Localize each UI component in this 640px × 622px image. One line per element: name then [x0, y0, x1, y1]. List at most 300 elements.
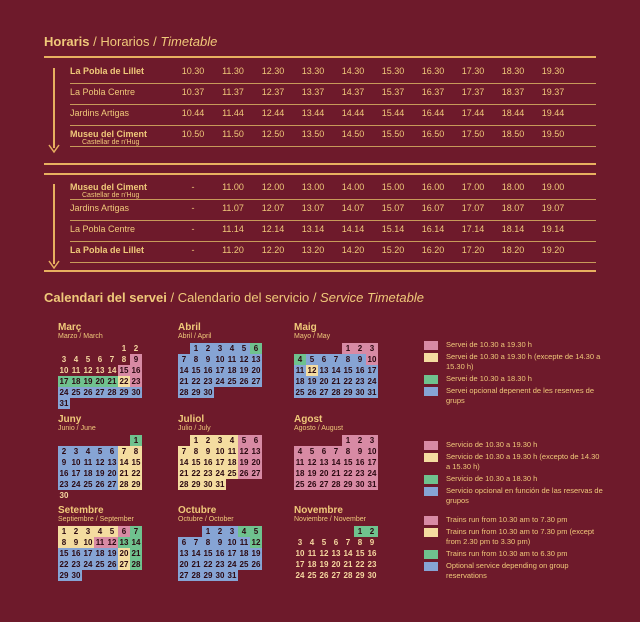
- calendar-day: 26: [95, 480, 105, 489]
- calendar-day: 27: [319, 388, 329, 397]
- departure-time: 14.07: [341, 203, 365, 213]
- calendar-day: 23: [59, 480, 69, 489]
- calendar-day: 6: [178, 537, 190, 548]
- month-name: Octubre: [178, 505, 217, 516]
- calendar-day: 27: [251, 469, 261, 478]
- calendar-heading-en: Service Timetable: [320, 290, 424, 305]
- calendar-day: 10: [215, 447, 225, 456]
- calendar-day: 14: [179, 366, 189, 375]
- departure-time: 13.14: [301, 224, 325, 234]
- station-name: La Pobla de Lillet: [70, 245, 145, 255]
- calendar-day: 27: [251, 377, 261, 386]
- calendar-day: 25: [83, 480, 93, 489]
- legend-item: [424, 386, 604, 406]
- calendar-day: 23: [71, 560, 81, 569]
- calendar-day: 11: [227, 447, 237, 456]
- calendar-month: [178, 414, 262, 490]
- calendar-day: 26: [251, 560, 261, 569]
- legend-item: [424, 440, 604, 450]
- calendar-day: 1: [342, 343, 354, 354]
- calendar-day: 8: [342, 354, 354, 365]
- legend-text: Servei opcional depenent de les reserves de grups: [446, 386, 595, 405]
- station-name: La Pobla Centre: [70, 87, 136, 97]
- calendar-day: 18: [83, 469, 93, 478]
- calendar-day: 21: [179, 469, 189, 478]
- rule-top: [44, 56, 596, 58]
- calendar-day: 22: [343, 469, 353, 478]
- calendar-day: 17: [367, 366, 377, 375]
- calendar-day: 15: [355, 549, 365, 558]
- departure-time: 18.30: [501, 66, 525, 76]
- calendar-day: 19: [319, 560, 329, 569]
- calendar-day: 17: [59, 377, 69, 386]
- calendar-day: 17: [83, 549, 93, 558]
- departure-time: 11.50: [222, 129, 244, 139]
- calendar-day: 5: [306, 354, 318, 365]
- month-subtitle: Mayo / May: [294, 333, 331, 340]
- calendar-day: 30: [59, 491, 69, 500]
- calendar-day: 24: [295, 571, 305, 580]
- calendar-day: 25: [295, 480, 305, 489]
- departure-time: 18.44: [501, 108, 525, 118]
- departure-time: 18.37: [501, 87, 525, 97]
- calendar-day: 12: [319, 549, 329, 558]
- departure-time: 13.37: [301, 87, 325, 97]
- calendar-day: 20: [179, 560, 189, 569]
- calendar-month: [58, 322, 142, 409]
- calendar-day: 22: [131, 469, 141, 478]
- calendar-day: 15: [119, 366, 129, 375]
- calendar-day: 12: [239, 447, 249, 456]
- calendar-day: 8: [58, 537, 70, 548]
- departure-time: 11.00: [222, 182, 244, 192]
- rule-bottom: [44, 270, 596, 272]
- departure-time: 12.37: [261, 87, 285, 97]
- calendar-heading-ca: Calendari del servei: [44, 290, 167, 305]
- legend-swatch: [424, 550, 438, 559]
- departure-time: 10.50: [181, 129, 205, 139]
- calendar-day: 5: [306, 446, 318, 457]
- calendar-day: 22: [355, 560, 365, 569]
- departure-time: 18.00: [501, 182, 525, 192]
- calendar-day: 2: [70, 526, 82, 537]
- calendar-day: 18: [295, 469, 305, 478]
- calendar-day: 24: [83, 560, 93, 569]
- departure-time: 19.44: [541, 108, 565, 118]
- station-sub: Castellar de n'Hug: [82, 139, 140, 146]
- departure-time: 17.20: [461, 245, 485, 255]
- legend-item: [424, 452, 604, 472]
- timetable-row: [70, 62, 596, 84]
- timetable-row: [70, 178, 596, 200]
- calendar-day: 7: [178, 446, 190, 457]
- calendar-day: 6: [250, 343, 262, 354]
- calendar-day: 1: [58, 526, 70, 537]
- departure-time: 19.37: [541, 87, 565, 97]
- legend-group: [424, 340, 604, 408]
- calendar-day: 29: [191, 480, 201, 489]
- calendar-day: 14: [179, 458, 189, 467]
- departure-time: 12.30: [261, 66, 285, 76]
- calendar-day: 11: [83, 458, 93, 467]
- calendar-day: 5: [106, 526, 118, 537]
- calendar-day: 10: [59, 366, 69, 375]
- legend-item: [424, 340, 604, 350]
- calendar-day: 7: [178, 354, 190, 365]
- calendar-day: 14: [331, 458, 341, 467]
- legend-text: Servei de 10.30 a 18.30 h: [446, 374, 532, 383]
- calendar-day: 12: [307, 458, 317, 467]
- departure-time: 19.14: [541, 224, 565, 234]
- timetable-row: [70, 125, 596, 147]
- calendar-day: 13: [251, 355, 261, 364]
- calendar-day: 6: [97, 355, 103, 364]
- calendar-day: 13: [95, 366, 105, 375]
- calendar-day: 28: [331, 480, 341, 489]
- calendar-day: 4: [82, 446, 94, 457]
- calendar-day: 3: [297, 538, 303, 547]
- calendar-day: 9: [354, 354, 366, 365]
- calendar-day: 20: [119, 549, 129, 558]
- departure-time: 16.44: [421, 108, 445, 118]
- calendar-day: 18: [71, 377, 81, 386]
- legend-item: [424, 515, 604, 525]
- calendar-day: 14: [343, 549, 353, 558]
- calendar-day: 18: [227, 458, 237, 467]
- station-name: Museu del Ciment: [70, 129, 148, 139]
- calendar-day: 21: [179, 377, 189, 386]
- calendar-day: 25: [307, 571, 317, 580]
- legend-item: [424, 527, 604, 547]
- calendar-day: 19: [307, 377, 317, 386]
- calendar-day: 11: [295, 366, 305, 375]
- calendar-day: 5: [321, 538, 327, 547]
- legend-swatch: [424, 475, 438, 484]
- calendar-day: 13: [251, 447, 261, 456]
- departure-time: 19.00: [541, 182, 565, 192]
- calendar-day: 12: [307, 366, 317, 375]
- calendar-day: 1: [342, 435, 354, 446]
- calendar-day: 29: [355, 571, 365, 580]
- legend-swatch: [424, 453, 438, 462]
- calendar-day: 2: [354, 343, 366, 354]
- calendar-day: 4: [73, 355, 79, 364]
- calendar-day: 6: [333, 538, 339, 547]
- departure-time: 13.30: [301, 66, 325, 76]
- calendar-day: 10: [83, 538, 93, 547]
- calendar-day: 28: [343, 571, 353, 580]
- calendar-day: 10: [295, 549, 305, 558]
- calendar-day: 23: [355, 377, 365, 386]
- calendar-day: 29: [131, 480, 141, 489]
- calendar-day: 14: [107, 366, 117, 375]
- timetable-row: [70, 199, 596, 221]
- departure-time: 11.44: [222, 108, 244, 118]
- calendar-day: 29: [343, 480, 353, 489]
- calendar-day: 3: [214, 435, 226, 446]
- calendar-day: 3: [82, 526, 94, 537]
- departure-time: 19.30: [541, 66, 565, 76]
- calendar-day: 19: [239, 458, 249, 467]
- legend-swatch: [424, 387, 438, 396]
- calendar-day: 31: [367, 480, 377, 489]
- month-name: Agost: [294, 414, 323, 425]
- calendar-day: 24: [227, 560, 237, 569]
- calendar-day: 12: [95, 458, 105, 467]
- heading-en: Timetable: [160, 34, 218, 49]
- calendar-month: [178, 505, 262, 581]
- calendar-day: 10: [367, 355, 377, 364]
- legend-group: [424, 440, 604, 508]
- departure-time: 16.50: [421, 129, 445, 139]
- calendar-day: 16: [367, 549, 377, 558]
- calendar-day: 8: [121, 355, 127, 364]
- calendar-day: 24: [367, 469, 377, 478]
- calendar-day: 19: [239, 366, 249, 375]
- departure-time: 14.44: [341, 108, 365, 118]
- calendar-heading-es: Calendario del servicio: [177, 290, 310, 305]
- calendar-day: 3: [366, 435, 378, 446]
- calendar-day: 9: [202, 354, 214, 365]
- departure-time: 17.44: [461, 108, 485, 118]
- legend-swatch: [424, 375, 438, 384]
- calendar-day: 17: [367, 458, 377, 467]
- calendar-day: 22: [191, 469, 201, 478]
- month-name: Juny: [58, 414, 82, 425]
- calendar-day: 29: [191, 388, 201, 397]
- calendar-day: 22: [343, 377, 353, 386]
- calendar-day: 31: [367, 388, 377, 397]
- calendar-day: 20: [319, 469, 329, 478]
- calendar-day: 28: [179, 388, 189, 397]
- calendar-day: 19: [83, 377, 93, 386]
- legend-text: Trains run from 10.30 am to 6.30 pm: [446, 549, 568, 558]
- calendar-day: 6: [318, 354, 330, 365]
- legend-swatch: [424, 487, 438, 496]
- calendar-day: 4: [294, 354, 306, 365]
- month-subtitle: Julio / July: [178, 425, 211, 432]
- month-subtitle: Junio / June: [58, 425, 96, 432]
- timetable-row: [70, 83, 596, 105]
- station-name: Jardins Artigas: [70, 108, 130, 118]
- calendar-day: 24: [215, 469, 225, 478]
- calendar-day: 8: [130, 446, 142, 457]
- departure-time: 16.00: [421, 182, 445, 192]
- calendar-day: 26: [307, 480, 317, 489]
- departure-time: 15.50: [381, 129, 405, 139]
- departure-time: 12.14: [261, 224, 285, 234]
- calendar-day: 20: [107, 469, 117, 478]
- calendar-day: 1: [121, 344, 127, 353]
- calendar-day: 1: [190, 435, 202, 446]
- calendar-day: 19: [307, 469, 317, 478]
- legend-item: [424, 561, 604, 581]
- departure-time: -: [191, 182, 195, 192]
- departure-time: 14.50: [341, 129, 365, 139]
- calendar-day: 14: [191, 549, 201, 558]
- legend-swatch: [424, 528, 438, 537]
- calendar-day: 25: [227, 469, 237, 478]
- calendar-day: 27: [119, 560, 129, 569]
- calendar-day: 2: [202, 343, 214, 354]
- calendar-day: 22: [119, 377, 129, 386]
- departure-time: 10.37: [181, 87, 205, 97]
- calendar-day: 21: [343, 560, 353, 569]
- departure-time: 13.20: [301, 245, 325, 255]
- calendar-day: 10: [215, 355, 225, 364]
- departure-time: 18.07: [501, 203, 525, 213]
- calendar-day: 24: [59, 388, 69, 397]
- calendar-day: 3: [366, 343, 378, 354]
- calendar-month: [178, 322, 262, 398]
- calendar-day: 30: [355, 388, 365, 397]
- timetable-row: [70, 104, 596, 126]
- calendar-day: 8: [342, 446, 354, 457]
- calendar-day: 29: [59, 571, 69, 580]
- legend-item: [424, 474, 604, 484]
- calendar-day: 13: [107, 458, 117, 467]
- calendar-day: 27: [179, 571, 189, 580]
- calendar-month: [294, 505, 378, 581]
- calendar-day: 12: [83, 366, 93, 375]
- calendar-day: 26: [319, 571, 329, 580]
- departure-time: 11.07: [222, 203, 244, 213]
- calendar-day: 21: [119, 469, 129, 478]
- calendar-day: 30: [355, 480, 365, 489]
- calendar-day: 5: [238, 435, 250, 446]
- departure-time: 17.37: [461, 87, 485, 97]
- calendar-day: 2: [214, 526, 226, 537]
- departure-time: 17.30: [461, 66, 485, 76]
- departure-time: 15.37: [381, 87, 405, 97]
- calendar-day: 28: [107, 388, 117, 397]
- calendar-day: 5: [94, 446, 106, 457]
- legend-text: Servei de 10.30 a 19.30 h (excepte de 14.30 a 15.30 h): [446, 352, 601, 371]
- legend-item: [424, 352, 604, 372]
- legend-text: Servicio de 10.30 a 18.30 h: [446, 474, 538, 483]
- calendar-day: 24: [71, 480, 81, 489]
- calendar-month: [294, 322, 378, 398]
- calendar-day: 12: [239, 355, 249, 364]
- legend-text: Servicio de 10.30 a 19.30 h: [446, 440, 538, 449]
- calendar-day: 4: [226, 343, 238, 354]
- departure-time: 15.20: [381, 245, 405, 255]
- calendar-day: 24: [215, 377, 225, 386]
- calendar-day: 5: [238, 343, 250, 354]
- calendar-day: 2: [133, 344, 139, 353]
- month-subtitle: Noviembre / November: [294, 516, 366, 523]
- legend-swatch: [424, 353, 438, 362]
- calendar-day: 5: [250, 526, 262, 537]
- calendar-day: 1: [202, 526, 214, 537]
- departure-time: 10.30: [181, 66, 205, 76]
- calendar-day: 3: [226, 526, 238, 537]
- legend-text: Trains run from 10.30 am to 7.30 pm (except from 2.30 pm to 3.30 pm): [446, 527, 595, 546]
- departure-time: 15.14: [381, 224, 405, 234]
- calendar-day: 23: [203, 469, 213, 478]
- station-sub: Castellar de n'Hug: [82, 192, 140, 199]
- departure-time: 15.00: [381, 182, 405, 192]
- calendar-heading: Calendari del servei / Calendario del servicio / Service Timetable: [44, 290, 424, 305]
- calendar-day: 3: [70, 446, 82, 457]
- departure-time: 11.37: [222, 87, 244, 97]
- departure-time: 14.00: [341, 182, 365, 192]
- calendar-day: 28: [331, 388, 341, 397]
- departure-time: 17.14: [461, 224, 485, 234]
- rule-mid1: [44, 163, 596, 165]
- departure-time: 16.07: [421, 203, 445, 213]
- departure-time: 17.00: [461, 182, 485, 192]
- calendar-day: 8: [190, 446, 202, 457]
- calendar-day: 15: [191, 366, 201, 375]
- legend-swatch: [424, 516, 438, 525]
- legend-swatch: [424, 341, 438, 350]
- calendar-day: 10: [367, 447, 377, 456]
- month-subtitle: Septiembre / September: [58, 516, 134, 523]
- calendar-day: 12: [107, 538, 117, 547]
- legend-text: Trains run from 10.30 am to 7.30 pm: [446, 515, 568, 524]
- month-subtitle: Agosto / August: [294, 425, 344, 432]
- calendar-day: 18: [95, 549, 105, 558]
- heading-ca: Horaris: [44, 34, 90, 49]
- calendar-day: 7: [130, 526, 142, 537]
- calendar-day: 11: [227, 355, 237, 364]
- calendar-day: 17: [215, 458, 225, 467]
- calendar-day: 4: [226, 435, 238, 446]
- legend-swatch: [424, 441, 438, 450]
- departure-time: 18.50: [501, 129, 525, 139]
- calendar-day: 18: [239, 549, 249, 558]
- calendar-day: 29: [203, 571, 213, 580]
- calendar-day: 25: [227, 377, 237, 386]
- departure-time: 15.07: [381, 203, 405, 213]
- calendar-day: 13: [119, 538, 129, 547]
- calendar-day: 17: [215, 366, 225, 375]
- calendar-day: 25: [95, 560, 105, 569]
- calendar-day: 3: [61, 355, 67, 364]
- calendar-day: 11: [71, 366, 81, 375]
- calendar-day: 4: [294, 446, 306, 457]
- calendar-day: 11: [307, 549, 317, 558]
- departure-time: -: [191, 245, 195, 255]
- calendar-day: 8: [357, 538, 363, 547]
- calendar-day: 20: [331, 560, 341, 569]
- calendar-day: 28: [119, 480, 129, 489]
- calendar-day: 27: [331, 571, 341, 580]
- calendar-day: 16: [203, 458, 213, 467]
- departure-time: 16.20: [421, 245, 445, 255]
- calendar-day: 31: [59, 399, 69, 408]
- calendar-day: 30: [71, 571, 81, 580]
- calendar-day: 1: [354, 526, 366, 537]
- departure-time: 16.14: [421, 224, 445, 234]
- calendar-day: 16: [355, 458, 365, 467]
- departure-time: 18.14: [501, 224, 525, 234]
- legend-item: [424, 374, 604, 384]
- calendar-day: 20: [251, 366, 261, 375]
- calendar-day: 20: [251, 458, 261, 467]
- calendar-day: 25: [239, 560, 249, 569]
- calendar-day: 2: [58, 446, 70, 457]
- calendar-day: 27: [319, 480, 329, 489]
- month-name: Març: [58, 322, 82, 333]
- calendar-day: 8: [202, 537, 214, 548]
- calendar-day: 13: [331, 549, 341, 558]
- calendar-day: 26: [239, 469, 249, 478]
- rule-mid2: [44, 173, 596, 175]
- departure-time: -: [191, 224, 195, 234]
- calendar-day: 27: [107, 480, 117, 489]
